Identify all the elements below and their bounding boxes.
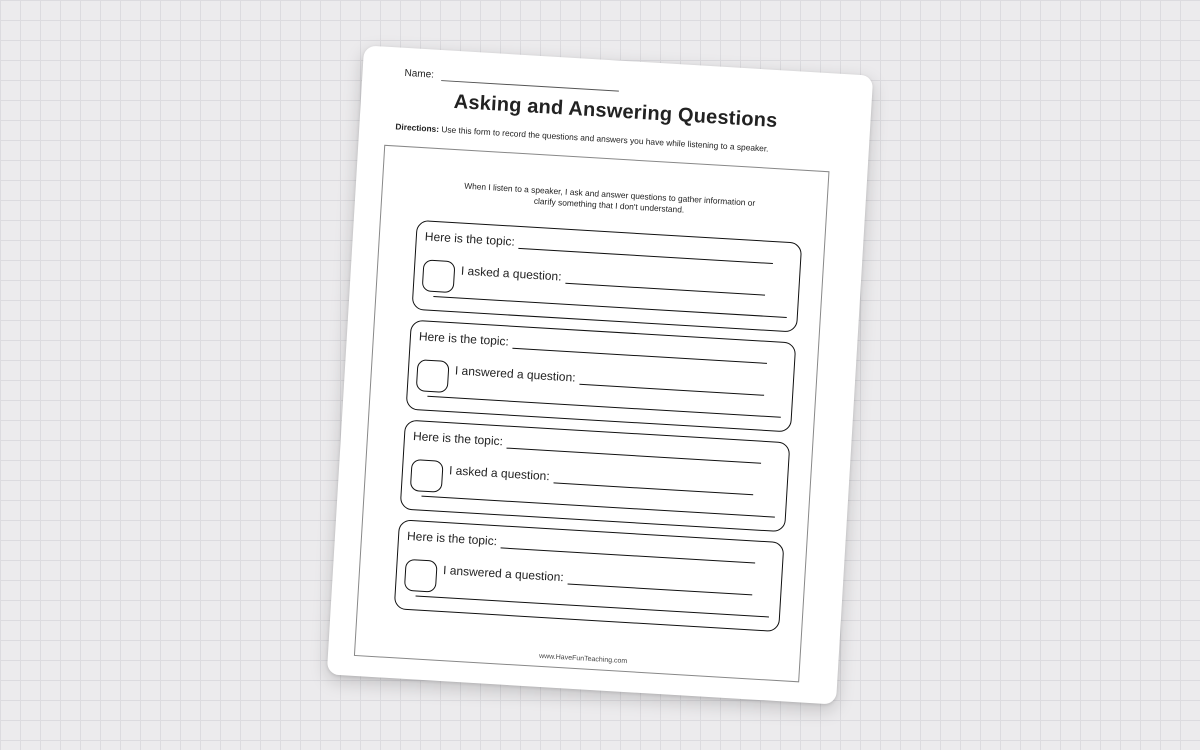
topic-label: Here is the topic: (406, 528, 498, 549)
worksheet-frame (354, 145, 830, 683)
question-row (443, 563, 753, 595)
topic-row (419, 329, 768, 364)
directions-label: Directions: (395, 121, 440, 135)
question-card (406, 320, 797, 433)
topic-row (424, 229, 773, 264)
topic-label: Here is the topic: (412, 429, 504, 449)
question-blank-line (553, 470, 753, 495)
topic-row (413, 429, 762, 464)
topic-row (407, 529, 756, 564)
directions-text: Use this form to record the questions and answers you have while listening to a speaker. (438, 124, 769, 154)
question-card (412, 220, 803, 333)
topic-blank-line (501, 535, 756, 563)
topic-blank-line (518, 236, 773, 264)
question-blank-line (579, 372, 764, 396)
question-blank-line (567, 571, 752, 595)
topic-blank-line (512, 336, 767, 364)
question-row (461, 264, 766, 296)
question-card (394, 519, 785, 632)
topic-label: Here is the topic: (418, 329, 510, 349)
question-label: I answered a question: (442, 563, 565, 585)
name-row (404, 68, 620, 92)
checkbox (416, 359, 450, 393)
answer-blank-line (421, 496, 774, 518)
intro-text: When I listen to a speaker, I ask and answer questions to gather information or clarify something that I don't understand. (463, 180, 756, 215)
footer-url: www.HaveFunTeaching.com (538, 652, 628, 666)
answer-blank-line (416, 595, 769, 617)
question-label: I asked a question: (448, 463, 551, 484)
topic-label: Here is the topic: (424, 229, 516, 249)
worksheet-page (327, 45, 873, 704)
checkbox (404, 559, 438, 593)
answer-blank-line (433, 296, 786, 318)
answer-blank-line (427, 396, 780, 418)
question-card (400, 420, 791, 533)
name-label: Name: (404, 67, 435, 81)
question-row (449, 463, 754, 495)
question-row (455, 363, 765, 395)
topic-blank-line (507, 436, 762, 464)
checkbox (410, 459, 444, 493)
question-label: I answered a question: (454, 363, 576, 385)
worksheet-title: Asking and Answering Questions (453, 90, 779, 133)
checkbox (422, 259, 456, 293)
question-label: I asked a question: (460, 263, 562, 284)
name-blank-line (442, 71, 620, 92)
question-blank-line (565, 271, 765, 296)
